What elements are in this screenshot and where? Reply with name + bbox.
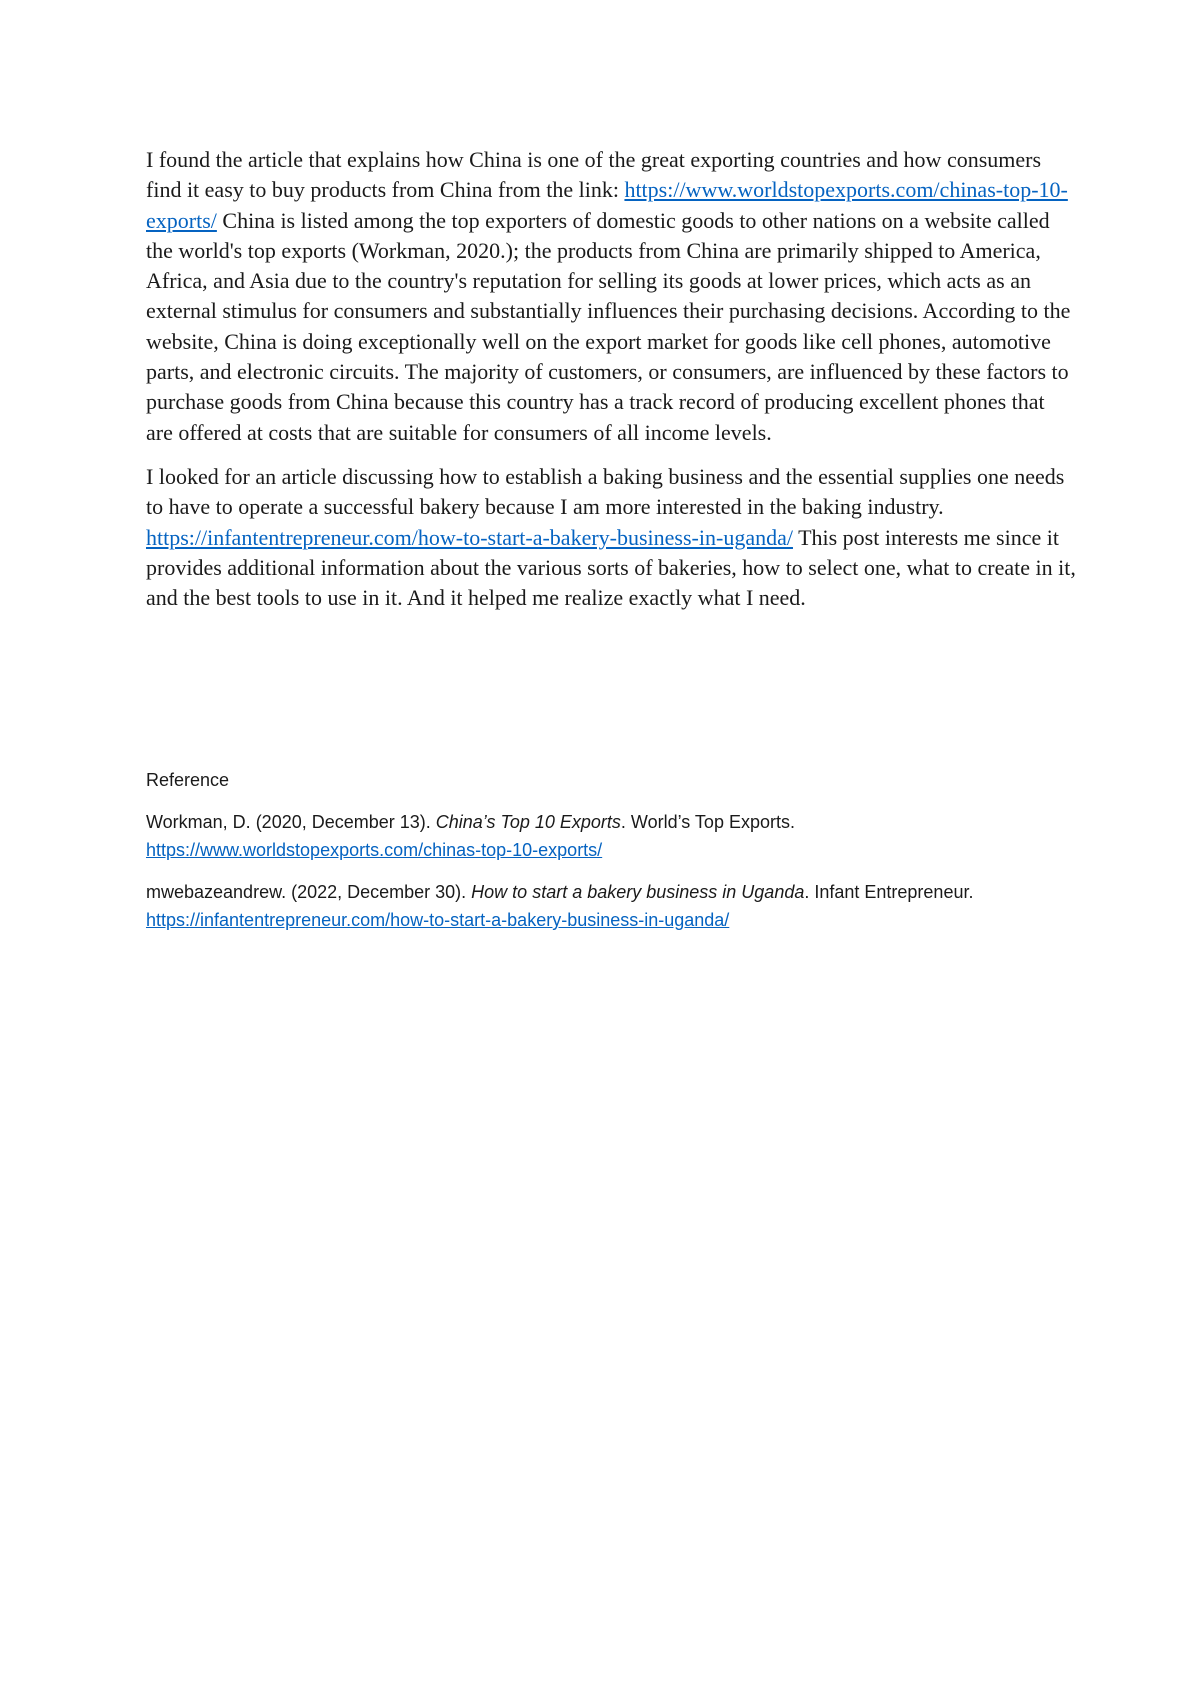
reference-author-date: Workman, D. (2020, December 13). xyxy=(146,812,436,832)
reference-link[interactable]: https://www.worldstopexports.com/chinas-top-10-exports/ xyxy=(146,840,603,860)
paragraph-china-exports xyxy=(146,145,1076,448)
references-section xyxy=(146,766,1076,948)
reference-link[interactable]: https://infantentrepreneur.com/how-to-start-a-bakery-business-in-uganda/ xyxy=(146,910,730,930)
worldstopexports-link[interactable]: https://www.worldstopexports.com/chinas-top-10-exports/ xyxy=(146,177,1068,233)
paragraph-text: This post interests me since it provides additional information about the various sorts of bakeries, how to select one, what to create in it, and the best tools to use in it. And it helped me realize exactly what I need. xyxy=(146,524,1076,611)
reference-source: . World’s Top Exports. xyxy=(620,812,795,832)
paragraph-bakery xyxy=(146,462,1076,613)
reference-title: How to start a bakery business in Uganda xyxy=(471,882,805,902)
reference-entry xyxy=(146,878,1076,934)
paragraph-text: China is listed among the top exporters of domestic goods to other nations on a website called the world's top exports (Workman, 2020.); the products from China are primarily shipped to America, Africa, and Asia due to the country's reputation for selling its goods at lower prices, which acts as an external stimulus for consumers and substantially influences their purchasing decisions. According to the website, China is doing exceptionally well on the export market for goods like cell phones, automotive parts, and electronic circuits. The majority of customers, or consumers, are influenced by these factors to purchase goods from China because this country has a track record of producing excellent phones that are offered at costs that are suitable for consumers of all income levels. xyxy=(146,207,1071,445)
references-heading: Reference xyxy=(146,770,230,790)
paragraph-text: I looked for an article discussing how to establish a baking business and the essential supplies one needs to have to operate a successful bakery because I am more interested in the baking industry. xyxy=(146,463,1065,520)
reference-title: China’s Top 10 Exports xyxy=(435,812,621,832)
reference-author-date: mwebazeandrew. (2022, December 30). xyxy=(146,882,472,902)
infantentrepreneur-link[interactable]: https://infantentrepreneur.com/how-to-start-a-bakery-business-in-uganda/ xyxy=(146,524,793,550)
document-body xyxy=(146,145,1076,627)
reference-entry xyxy=(146,808,1076,864)
reference-source: . Infant Entrepreneur. xyxy=(804,882,974,902)
paragraph-text: I found the article that explains how China is one of the great exporting countries and how consumers find it easy to buy products from China from the link: xyxy=(146,147,1042,203)
